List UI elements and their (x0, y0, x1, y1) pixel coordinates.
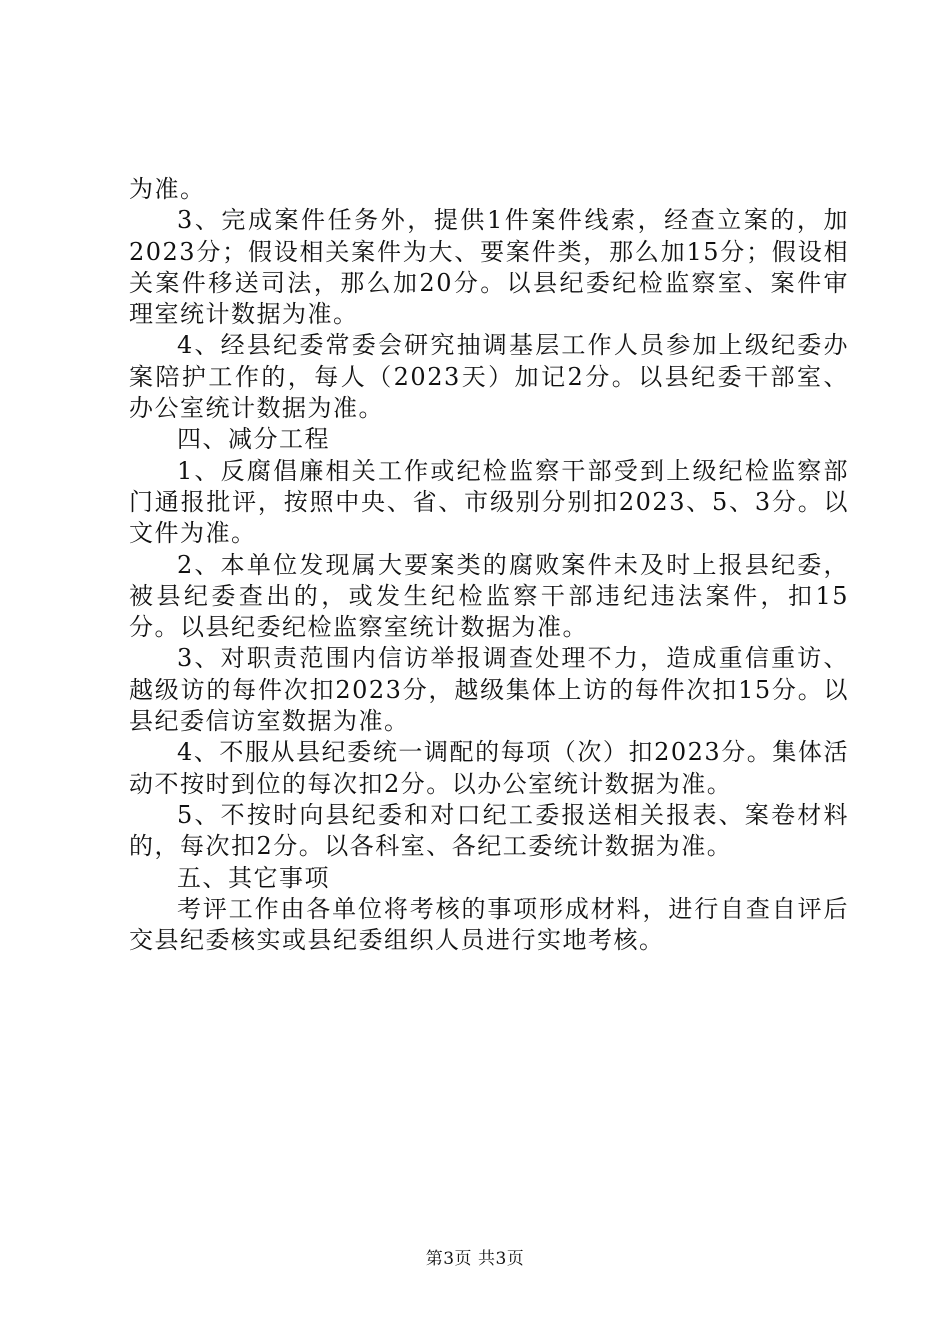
paragraph-deduction-2: 2、本单位发现属大要案类的腐败案件未及时上报县纪委，被县纪委查出的，或发生纪检监察干部违纪违法案件，扣15分。以县纪委纪检监察室统计数据为准。 (129, 550, 849, 642)
section-heading-other-matters: 五、其它事项 (177, 863, 330, 892)
paragraph-deduction-4: 4、不服从县纪委统一调配的每项（次）扣2023分。集体活动不按时到位的每次扣2分。以办公室统计数据为准。 (129, 738, 849, 798)
section-heading-deductions: 四、减分工程 (177, 425, 330, 454)
paragraph-other-matters: 考评工作由各单位将考核的事项形成材料，进行自查自评后交县纪委核实或县纪委组织人员进行实地考核。 (129, 894, 849, 955)
paragraph-deduction-1: 1、反腐倡廉相关工作或纪检监察干部受到上级纪检监察部门通报批评，按照中央、省、市级别分别扣2023、5、3分。以文件为准。 (129, 456, 849, 548)
paragraph-continuation: 为准。 (129, 175, 206, 203)
paragraph-deduction-3: 3、对职责范围内信访举报调查处理不力，造成重信重访、越级访的每件次扣2023分，越级集体上访的每件次扣15分。以县纪委信访室数据为准。 (129, 644, 849, 736)
paragraph-deduction-5: 5、不按时向县纪委和对口纪工委报送相关报表、案卷材料的，每次扣2分。以各科室、各纪工委统计数据为准。 (129, 800, 849, 861)
document-body (129, 174, 849, 956)
paragraph-item-4-bonus: 4、经县纪委常委会研究抽调基层工作人员参加上级纪委办案陪护工作的，每人（2023天）加记2分。以县纪委干部室、办公室统计数据为准。 (129, 331, 849, 423)
paragraph-item-3-bonus: 3、完成案件任务外，提供1件案件线索，经查立案的，加2023分；假设相关案件为大、要案件类，那么加15分；假设相关案件移送司法，那么加20分。以县纪委纪检监察室、案件审理室统计数据为准。 (129, 206, 849, 329)
page-number-footer: 第3页 共3页 (425, 1249, 525, 1269)
